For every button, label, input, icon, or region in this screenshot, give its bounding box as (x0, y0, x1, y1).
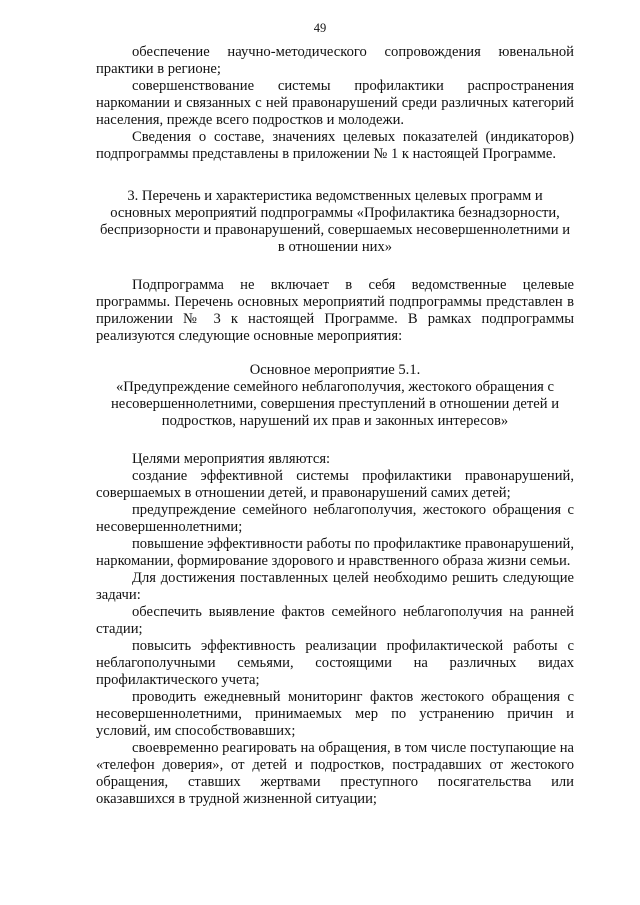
measure-heading-number: Основное мероприятие 5.1. (249, 362, 421, 378)
goals-intro: Целями мероприятия являются: (132, 451, 331, 467)
section-3-paragraph: Подпрограмма не включает в себя ведомственные целевые программы. Перечень основных мероприятий подпрограммы представлен в приложении № 3 к настоящей Программе. В рамках подпрограммы реализуются следующие основные мероприятия: (96, 277, 574, 344)
task-item: обеспечить выявление фактов семейного неблагополучия на ранней стадии; (96, 604, 574, 637)
page-number: 49 (313, 21, 327, 35)
task-item: проводить ежедневный мониторинг фактов жестокого обращения с несовершеннолетними, принимаемых мер по устранению причин и условий, им способствовавших; (96, 689, 574, 739)
measure-heading-title: «Предупреждение семейного неблагополучия, жестокого обращения с несовершеннолетними, совершения преступлений в отношении детей и подростков, нарушений их прав и законных интересов» (110, 379, 560, 429)
goal-item: создание эффективной системы профилактики правонарушений, совершаемых в отношении детей, и правонарушений самих детей; (96, 468, 574, 501)
task-item: своевременно реагировать на обращения, в том числе поступающие на «телефон доверия», от детей и подростков, пострадавших от жестокого обращения, ставших жертвами преступного посягательства или оказавшихся в трудной жизненной ситуации; (96, 740, 574, 807)
tasks-intro: Для достижения поставленных целей необходимо решить следующие задачи: (96, 570, 574, 603)
paragraph-methodological-support: обеспечение научно-методического сопровождения ювенальной практики в регионе; (96, 44, 574, 77)
paragraph-indicators: Сведения о составе, значениях целевых показателей (индикаторов) подпрограммы представлены в приложении № 1 к настоящей Программе. (96, 129, 574, 162)
goal-item: предупреждение семейного неблагополучия, жестокого обращения с несовершеннолетними; (96, 502, 574, 535)
task-item: повысить эффективность реализации профилактической работы с неблагополучными семьями, состоящими на различных видах профилактического учета; (96, 638, 574, 688)
paragraph-drug-prevention: совершенствование системы профилактики распространения наркомании и связанных с ней правонарушений среди различных категорий населения, прежде всего подростков и молодежи. (96, 78, 574, 128)
goal-item: повышение эффективности работы по профилактике правонарушений, наркомании, формирование здорового и нравственного образа жизни семьи. (96, 536, 574, 569)
section-3-heading: 3. Перечень и характеристика ведомственных целевых программ и основных мероприятий подпрограммы «Профилактика безнадзорности, беспризорности и правонарушений, совершаемых несовершеннолетними и в отношении них» (99, 188, 571, 255)
page-body (96, 44, 574, 808)
